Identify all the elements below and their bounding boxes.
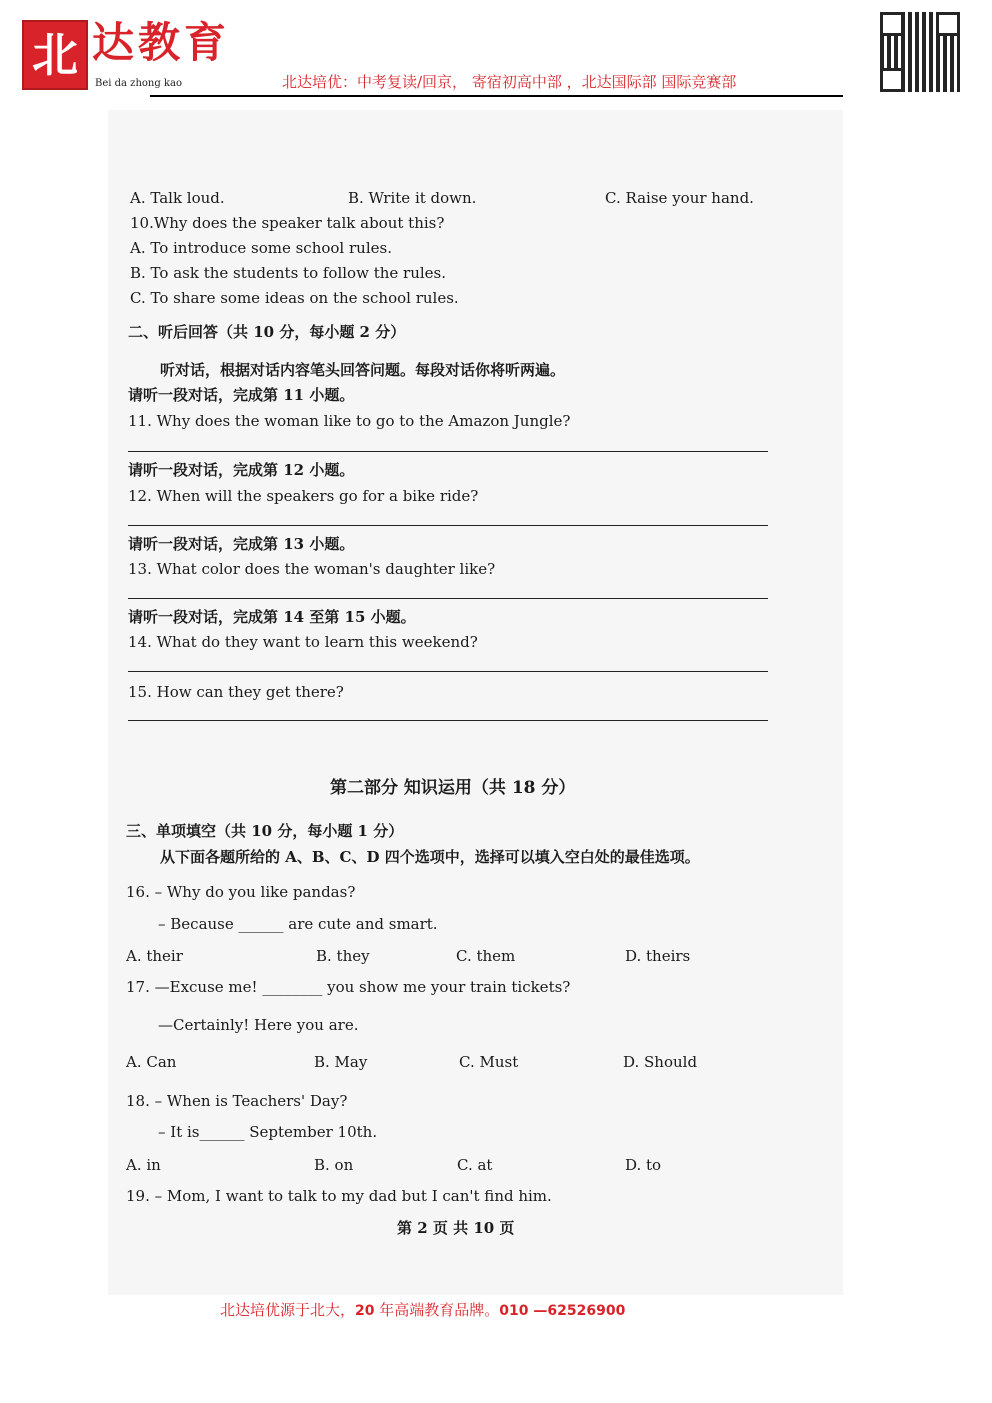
- q18-option-a: A. in: [126, 1156, 161, 1174]
- q17-line1: 17. —Excuse me! ________ you show me your train tickets?: [126, 978, 571, 996]
- answer-line-14[interactable]: [128, 671, 768, 672]
- q16-line2: – Because ______ are cute and smart.: [158, 915, 438, 933]
- footer-text: 北达培优源于北大，: [220, 1301, 356, 1319]
- qr-code-icon: [880, 12, 960, 92]
- q10-option-b: B. To ask the students to follow the rules.: [130, 264, 446, 282]
- q17-option-a: A. Can: [126, 1053, 177, 1071]
- section2-title: 二、听后回答（共 10 分，每小题 2 分）: [128, 323, 406, 341]
- question-14: 14. What do they want to learn this weekend?: [128, 633, 478, 651]
- footer: [220, 1300, 625, 1321]
- q16-option-b: B. they: [316, 947, 370, 965]
- q18-option-b: B. on: [314, 1156, 354, 1174]
- section3-title: 三、单项填空（共 10 分，每小题 1 分）: [126, 822, 404, 840]
- q18-option-d: D. to: [625, 1156, 662, 1174]
- q18-line2: – It is______ September 10th.: [158, 1123, 378, 1141]
- question-13: 13. What color does the woman's daughter like?: [128, 560, 496, 578]
- footer-years: 20: [355, 1303, 375, 1319]
- question-11: 11. Why does the woman like to go to the Amazon Jungle?: [128, 412, 571, 430]
- section3-instruction: 从下面各题所给的 A、B、C、D 四个选项中，选择可以填入空白处的最佳选项。: [160, 848, 700, 866]
- header-slogan: 北达培优：中考复读/回京， 寄宿初高中部 ，北达国际部 国际竞赛部: [282, 73, 737, 91]
- q17-option-d: D. Should: [623, 1053, 698, 1071]
- q17-option-b: B. May: [314, 1053, 368, 1071]
- part2-title: 第二部分 知识运用（共 18 分）: [330, 778, 576, 798]
- answer-line-13[interactable]: [128, 598, 768, 599]
- question-12: 12. When will the speakers go for a bike ride?: [128, 487, 479, 505]
- prompt-14-15: 请听一段对话，完成第 14 至第 15 小题。: [128, 608, 416, 626]
- prompt-12: 请听一段对话，完成第 12 小题。: [128, 461, 355, 479]
- q9-option-a: A. Talk loud.: [130, 189, 225, 207]
- answer-line-15[interactable]: [128, 720, 768, 721]
- q17-option-c: C. Must: [459, 1053, 519, 1071]
- q9-option-b: B. Write it down.: [348, 189, 477, 207]
- q17-line2: —Certainly! Here you are.: [158, 1016, 359, 1034]
- q16-option-a: A. their: [126, 947, 183, 965]
- logo-subtitle: Bei da zhong kao: [95, 78, 182, 89]
- section2-instruction: 听对话，根据对话内容笔头回答问题。每段对话你将听两遍。: [160, 361, 566, 379]
- logo-text: 达教育: [92, 18, 231, 67]
- q9-option-c: C. Raise your hand.: [605, 189, 754, 207]
- question-15: 15. How can they get there?: [128, 683, 344, 701]
- answer-line-12[interactable]: [128, 525, 768, 526]
- prompt-11: 请听一段对话，完成第 11 小题。: [128, 386, 355, 404]
- header-rule: [150, 95, 843, 97]
- page-number: 第 2 页 共 10 页: [397, 1219, 515, 1237]
- q16-option-d: D. theirs: [625, 947, 691, 965]
- q18-line1: 18. – When is Teachers' Day?: [126, 1092, 348, 1110]
- q10-option-a: A. To introduce some school rules.: [130, 239, 392, 257]
- q10-option-c: C. To share some ideas on the school rules.: [130, 289, 459, 307]
- answer-line-11[interactable]: [128, 451, 768, 452]
- prompt-13: 请听一段对话，完成第 13 小题。: [128, 535, 355, 553]
- q19-line1: 19. – Mom, I want to talk to my dad but I can't find him.: [126, 1187, 552, 1205]
- q18-option-c: C. at: [457, 1156, 493, 1174]
- q16-option-c: C. them: [456, 947, 516, 965]
- q16-line1: 16. – Why do you like pandas?: [126, 883, 356, 901]
- footer-text-2: 年高端教育品牌。: [374, 1301, 500, 1319]
- logo-mark: 北: [22, 20, 88, 90]
- q10-stem: 10.Why does the speaker talk about this?: [130, 214, 445, 232]
- footer-phone: 010 —62526900: [499, 1303, 626, 1319]
